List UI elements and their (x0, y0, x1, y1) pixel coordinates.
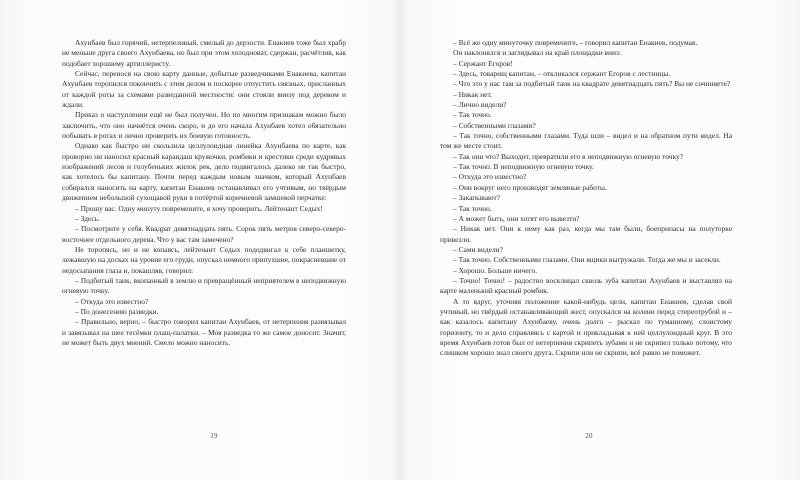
dialogue-line: – Так точно. (453, 110, 492, 120)
dialogue-line: – Так они что? Выходит, превратили его в неподвижную огневую точку? (453, 151, 684, 161)
dialogue-line: – Откуда это известно? (75, 296, 149, 306)
dialogue-line: – Лично видели? (453, 100, 507, 110)
dialogue-line: – Собственными глазами? (453, 120, 536, 130)
dialogue-line: – Так точно. (453, 203, 492, 213)
dialogue-line: – Сами видели? (453, 244, 503, 254)
paragraph: Приказ о наступлении ещё не был получен. Но по многим признакам можно было заключить, что оно начнётся очень скоро, и до его начала Ахунбаев хотел обязательно побывать в ротах и лично проверить их боевую готовность. (62, 110, 346, 141)
dialogue-line: – Хорошо. Больше ничего. (453, 265, 538, 275)
dialogue-line: – Что это у нас там за подбитый танк на квадрате девятнадцать пять? Вы не сочиняете? (453, 79, 731, 89)
dialogue-line: – Здесь, товарищ капитан, – откликался сержант Егоров с лестницы. (453, 69, 671, 79)
dialogue-line: – Так точно. Собственными глазами. Они ящики выгружали. Тогда же мы и засекли. (453, 255, 721, 265)
dialogue-line: – По донесению разведки. (75, 306, 159, 316)
paragraph: А то вдруг, уточняя положение какой-нибудь цели, капитан Енакиев, сделав свой учтивый, но твёрдый останавливающий жест, опускался на колени перед стереотрубой и – как казалось капитану Ахунбаеву, очень долго – рыскал по туманному, слоистому горизонту, то и дело справляясь с картой и прикладывая к ней целлулоидный круг. В это время Ахунбаев готов был от нетерпения скрипеть зубами и не скрипел только потому, что слишком хорошо знал своего друга. Скрипи или не скрипи, всё равно не поможет. (440, 296, 732, 358)
dialogue-line: – Никак нет. Они к нему как раз, когда мы там были, боеприпасы на полуторке привезли. (440, 224, 732, 244)
dialogue-line: – Сержант Егоров! (453, 58, 513, 68)
dialogue-line: – Правильно, верно, – быстро говорил капитан Ахунбаев, от нетерпения развязывал и завязывал на шее тесёмки плащ-палатки. – Моя разведка то же самое доносит. Значит, не может быть двух мнений. Смело можно наносить. (62, 317, 346, 347)
dialogue-line: – Так точно. В неподвижную огневую точку. (453, 162, 594, 172)
dialogue-line: – Здесь. (75, 213, 100, 223)
dialogue-line: – Так точно, собственными глазами. Туда шли – видел и на обратном пути видел. На том же месте стоит. (440, 131, 732, 151)
dialogue-line: – Прошу вас. Одну минуту повремените, я хочу проверить. Лейтенант Седых! (75, 203, 323, 213)
paragraph: Не торопясь, но и не копаясь, лейтенант Седых пододвигал к себе планшетку, лежавшую на досках на уровне его груди, опускал немного припухшие, покрасневшие от недосыпания глаза и, покашляв, говорил: (62, 244, 346, 275)
dialogue-line: – Они вокруг него производят земляные работы. (453, 182, 607, 192)
dialogue-line: – Всё же одну минуточку повремените, – говорил капитан Енакиев, подумав. (453, 38, 698, 47)
dialogue-line: – Подбитый танк, вкопанный в землю и превращённый неприятелем в неподвижную огневую точку. (62, 275, 346, 296)
dialogue-line: – Посмотрите у себя. Квадрат девятнадцать пять. Сорок пять метров северо-северо-восточнее отдельного дерева. Что у вас там замечено? (62, 224, 346, 244)
dialogue-line: – А может быть, они хотят его вывезти? (453, 213, 580, 223)
dialogue-line: – Откуда это известно? (453, 172, 527, 182)
dialogue-line: – Никак нет. (453, 89, 493, 99)
page-number: 19 (210, 432, 218, 440)
page-right-textblock (440, 38, 732, 359)
paragraph: Однако как быстро ни скользила целлулоидная линейка Ахунбаева по карте, как проворно ни наносил красный карандаш кружочки, ромбики и крестики среди кудрявых изображений лесов и голубеньких жилок рек, дело подвигалось далеко не так быстро, как хотелось бы капитану. Почти перед каждым новым значком, который Ахунбаев собирался наносить на карту, капитан Енакиев останавливал его учтивым, но твёрдым движением небольшой сухощавой руки в потёртой коричневой замшевой перчатке: (62, 141, 346, 203)
paragraph: Он наклонялся и заглядывал на край площадки вниз: (453, 48, 622, 58)
page-number: 20 (585, 432, 593, 440)
page-right (400, 0, 800, 480)
dialogue-line: – Закапывают? (453, 193, 501, 203)
paragraph: Ахунбаев был горячий, нетерпеливый, смелый до дерзости. Енакиев тоже был храбр не меньше друга своего Ахунбаева, но был при этом холодноват, сдержан, расчётлив, как подобает хорошему артиллеристу. (62, 38, 346, 68)
page-left-textblock (62, 38, 346, 348)
paragraph: Сейчас, перенося на свою карту данные, добытые разведчиками Енакиева, капитан Ахунбаев торопился покончить с этим делом и поскорее отпустить связных, присланных от каждой роты за схемами разведанной местности: они стояли внизу под деревом и ждали. (62, 69, 346, 110)
dialogue-line: – Точно! Точно! – радостно восклицал сквозь зуба капитан Ахунбаев и выставлял на карте маленький красный ромбик. (440, 275, 732, 296)
